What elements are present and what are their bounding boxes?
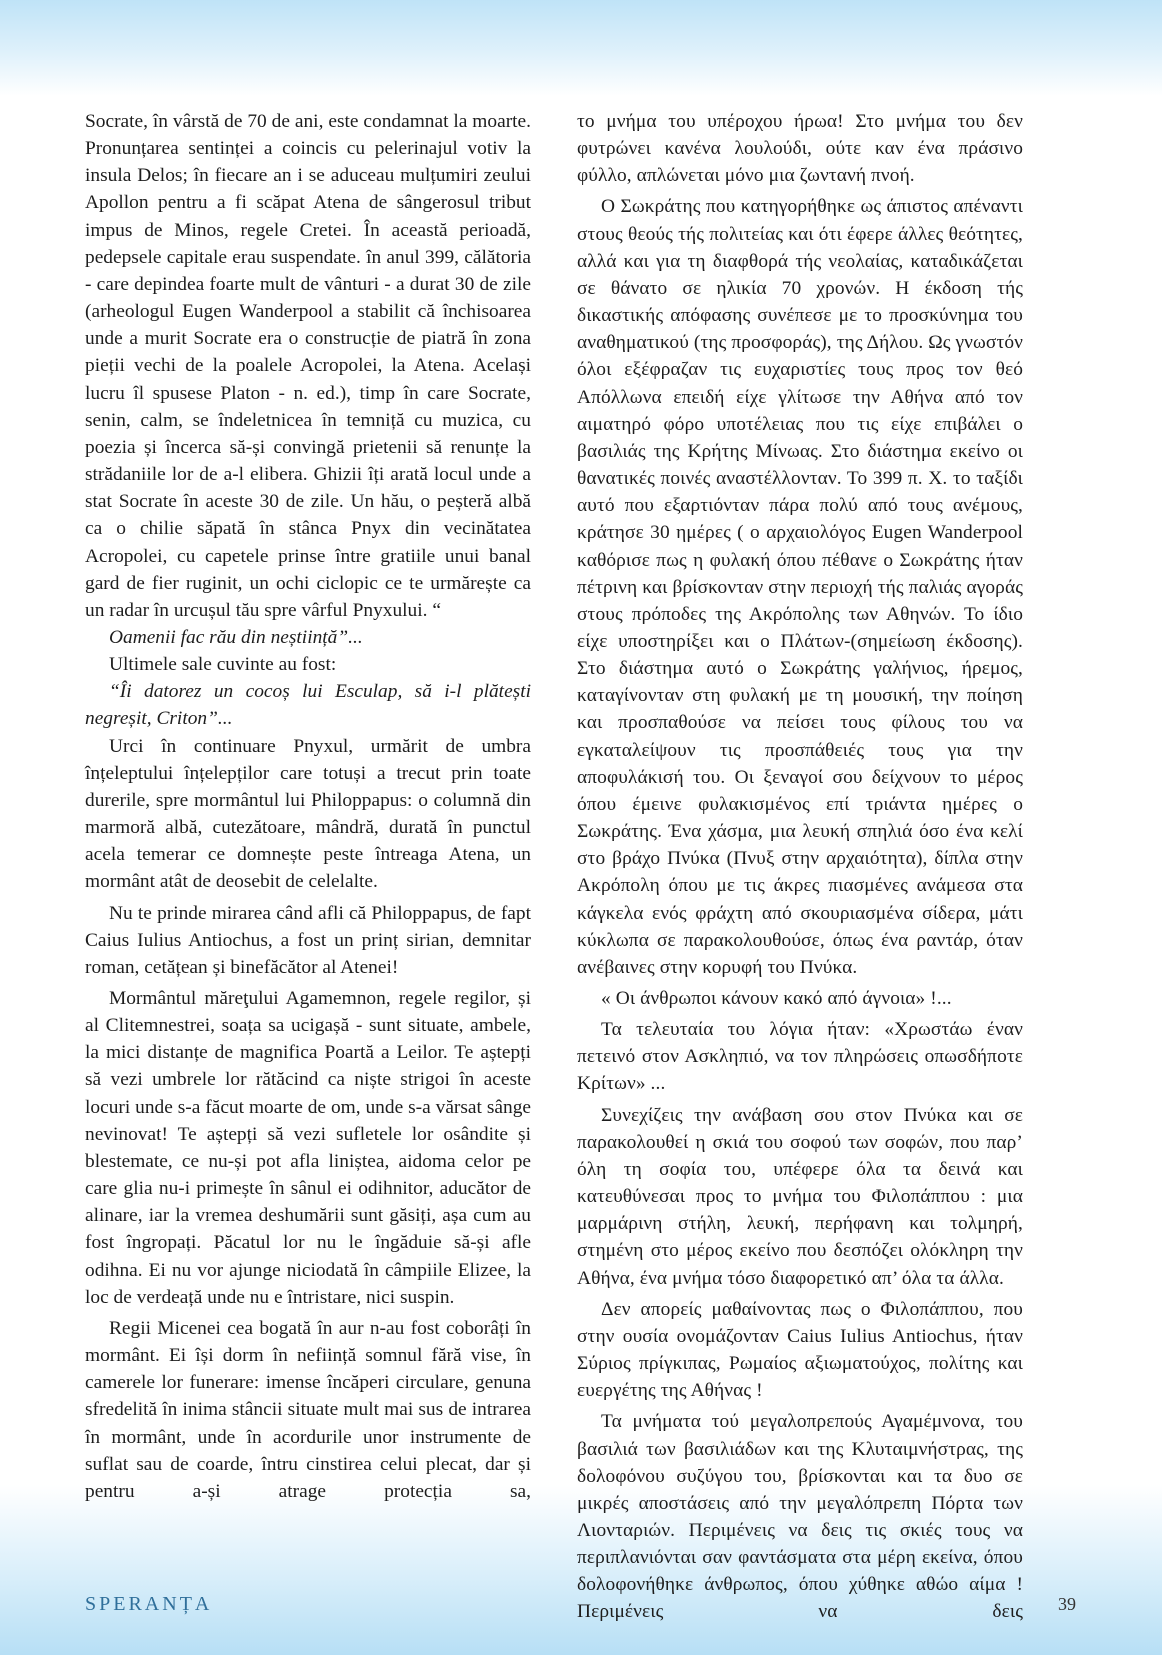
paragraph: Regii Micenei cea bogată în aur n-au fost coborâți în mormânt. Ei își dorm în neființă somnul fără vise, în camerele lor funerare: imense încăperi circulare, genuna sfredelită în inima stâncii situate mult mai sus de intrarea în mormânt, unde în acordurile unor instrumente de suflat sau de coarde, întru cinstirea celui plecat, dar și pentru a-și atrage protecția sa, bbox=[85, 1317, 531, 1502]
romanian-text-column bbox=[85, 108, 531, 1505]
page-number: 39 bbox=[1058, 1594, 1076, 1614]
quote-paragraph: « Οι άνθρωποι κάνουν κακό από άγνοια» !... bbox=[601, 988, 952, 1009]
paragraph: Mormântul măreţului Agamemnon, regele regilor, și al Clitemnestrei, soața sa ucigașă - sunt situate, ambele, la mici distanțe de magnifica Poartă a Leilor. Te aștepți să vezi umbrele lor rătăcind ca niște strigoi în aceste locuri unde s-a făcut moarte de om, unde s-a vărsat sânge nevinovat! Te aștepți să vezi sufletele lor osândite și blestemate, ce nu-și pot afla liniștea, aidoma celor pe care glia nu-i primește în sânul ei odihnitor, aducător de alinare, iar la vremea deshumării sunt găsiți, așa cum au fost îngropați. Păcatul lor nu le îngăduie să-și afle odihna. Ei nu vor ajunge niciodată în câmpiile Elizee, la loc de verdeață unde nu e întristare, nici suspin. bbox=[85, 988, 531, 1308]
quote-paragraph: Oamenii fac rău din neștiință”... bbox=[109, 626, 363, 648]
paragraph: Τα τελευταία του λόγια ήταν: «Χρωστάω έναν πετεινό στον Ασκληπιό, να τον πληρώσεις οπωσδήποτε Κρίτων» ... bbox=[577, 1019, 1023, 1095]
paragraph: Συνεχίζεις την ανάβαση σου στον Πνύκα και σε παρακολουθεί η σκιά του σοφού των σοφών, που παρ’ όλη τη σοφία του, υπέφερε όλα τα δεινά και κατευθύνεσαι προς το μνήμα του Φιλοπάππου : μια μαρμάρινη στήλη, λευκή, περήφανη και τολμηρή, στημένη στο μέρος εκείνο που δεσπόζει ολόκληρη την Αθήνα, ένα μνήμα τόσο διαφορετικό απ’ όλα τα άλλα. bbox=[577, 1104, 1023, 1289]
paragraph: Δεν απορείς μαθαίνοντας πως ο Φιλοπάππου, που στην ουσία ονομάζονταν Caius Iulius Antiochus, ήταν Σύριος πρίγκιπας, Ρωμαίος αξιωματούχος, πολίτης και ευεργέτης της Αθήνας ! bbox=[577, 1298, 1023, 1402]
paragraph: Nu te prinde mirarea când afli că Philoppapus, de fapt Caius Iulius Antiochus, a fost un prinț sirian, demnitar roman, cetățean și binefăcător al Atenei! bbox=[85, 902, 531, 978]
greek-text-column bbox=[577, 108, 1023, 1626]
magazine-title: SPERANȚA bbox=[85, 1593, 213, 1615]
paragraph: το μνήμα του υπέροχου ήρωα! Στο μνήμα του δεν φυτρώνει κανένα λουλούδι, ούτε καν ένα πράσινο φύλλο, απλώνεται μόνο μια ζωντανή πνοή. bbox=[577, 111, 1023, 187]
paragraph: Τα μνήματα τού μεγαλοπρεπούς Αγαμέμνονα, του βασιλιά των βασιλιάδων και της Κλυταιμνήστρας, της δολοφόνου συζύγου του, βρίσκονται και τα δυο σε μικρές αποστάσεις από την μεγαλόπρεπη Πόρτα των Λιονταριών. Περιμένεις να δεις τις σκιές τους να περιπλανιόνται σαν φαντάσματα στα μέρη εκείνα, όπου δολοφονήθηκε άνθρωπος, όπου χύθηκε αθώο αίμα ! Περιμένεις να δεις bbox=[577, 1411, 1023, 1623]
paragraph: Urci în continuare Pnyxul, urmărit de umbra înțeleptului înțelepților care totuși a trecut prin toate durerile, spre mormântul lui Philoppapus: o columnă din marmoră albă, cutezătoare, mândră, durată în punctul acela temerar ce domnește peste întreaga Atena, un mormânt atât de deosebit de celelalte. bbox=[85, 735, 531, 893]
top-gradient-band bbox=[0, 0, 1162, 96]
paragraph: Ultimele sale cuvinte au fost: bbox=[109, 654, 337, 676]
quote-paragraph: “Îi datorez un cocoș lui Esculap, să i-l plătești negreșit, Criton”... bbox=[85, 681, 531, 730]
paragraph: Ο Σωκράτης που κατηγορήθηκε ως άπιστος απέναντι στους θεούς τής πολιτείας και ότι έφερε άλλες θεότητες, αλλά και για τη διαφθορά τής νεολαίας, καταδικάζεται σε θάνατο σε ηλικία 70 χρονών. Η έκδοση τής δικαστικής απόφασης συνέπεσε με το προσκύνημα του αναθηματικού (της προσφοράς), της Δήλου. Ως γνωστόν όλοι εξέφραζαν τις ευχαριστίες τους προς τον θεό Απόλλωνα επειδή είχε γλίτωσε την Αθήνα από τον αιματηρό φόρο υποτέλειας που τις είχε επιβάλει ο βασιλιάς της Κρήτης Μίνωας. Στο διάστημα εκείνο οι θανατικές ποινές αναστέλλονταν. Το 399 π. Χ. το ταξίδι αυτό που εξαρτιόνταν πάρα πολύ από τους ανέμους, κράτησε 30 ημέρες ( ο αρχαιολόγος Eugen Wanderpool καθόρισε πως η φυλακή όπου πέθανε ο Σωκράτης ήταν πέτρινη και βρίσκονταν στην περιοχή τής παλιάς αγοράς στους πρόποδες της Ακρόπολης των Αθηνών. Το ίδιο είχε υποστηρίξει και ο Πλάτων-(σημείωση έκδοσης). Στο διάστημα αυτό ο Σωκράτης γαλήνιος, ήρεμος, καταγίνονταν στη φυλακή με τη μουσική, την ποίηση και προσπαθούσε να πείσει τους φίλους του να εγκαταλείψουν τις προσπάθειές τους για την αποφυλάκισή του. Οι ξεναγοί σου δείχνουν το μέρος όπου έμεινε φυλακισμένος επί τριάντα ημέρες ο Σωκράτης. Ένα χάσμα, μια λευκή σπηλιά όσο ένα κελί στο βράχο Πνύκα (Πνυξ στην αρχαιότητα), δίπλα στην Ακρόπολη όπου με τις άκρες πιασμένες ανάμεσα στα κάγκελα ενός φράχτη από σκουριασμένα σίδερα, μάτι κύκλωπα σε παρακολουθούσε, όπως ένα ραντάρ, όταν ανέβαινες στην κορυφή του Πνύκα. bbox=[577, 196, 1023, 978]
paragraph: Socrate, în vârstă de 70 de ani, este condamnat la moarte. Pronunțarea sentinței a coincis cu pelerinajul votiv la insula Delos; în fiecare an i se aduceau mulțumiri zeului Apollon pentru a fi scăpat Atena de sângerosul tribut impus de Minos, regele Cretei. În această perioadă, pedepsele capitale erau suspendate. în anul 399, călătoria - care depindea foarte mult de vânturi - a durat 30 de zile (arheologul Eugen Wanderpool a stabilit că închisoarea unde a murit Socrate era o construcție de piatră în zona pieții vechi de la poalele Acropolei, la Atena. Același lucru îl spusese Platon - n. ed.), timp în care Socrate, senin, calm, se îndeletnicea în temniță cu muzica, cu poezia și încerca să-și convingă prietenii să renunțe la strădaniile lor de a-l elibera. Ghizii îți arată locul unde a stat Socrate în aceste 30 de zile. Un hău, o peșteră albă ca o chilie săpată în stânca Pnyx din vecinătatea Acropolei, cu capetele prinse între gratiile unui banal gard de fier ruginit, un ochi ciclopic ce te urmărește ca un radar în urcușul tău spre vârful Pnyxului. “ bbox=[85, 111, 531, 621]
